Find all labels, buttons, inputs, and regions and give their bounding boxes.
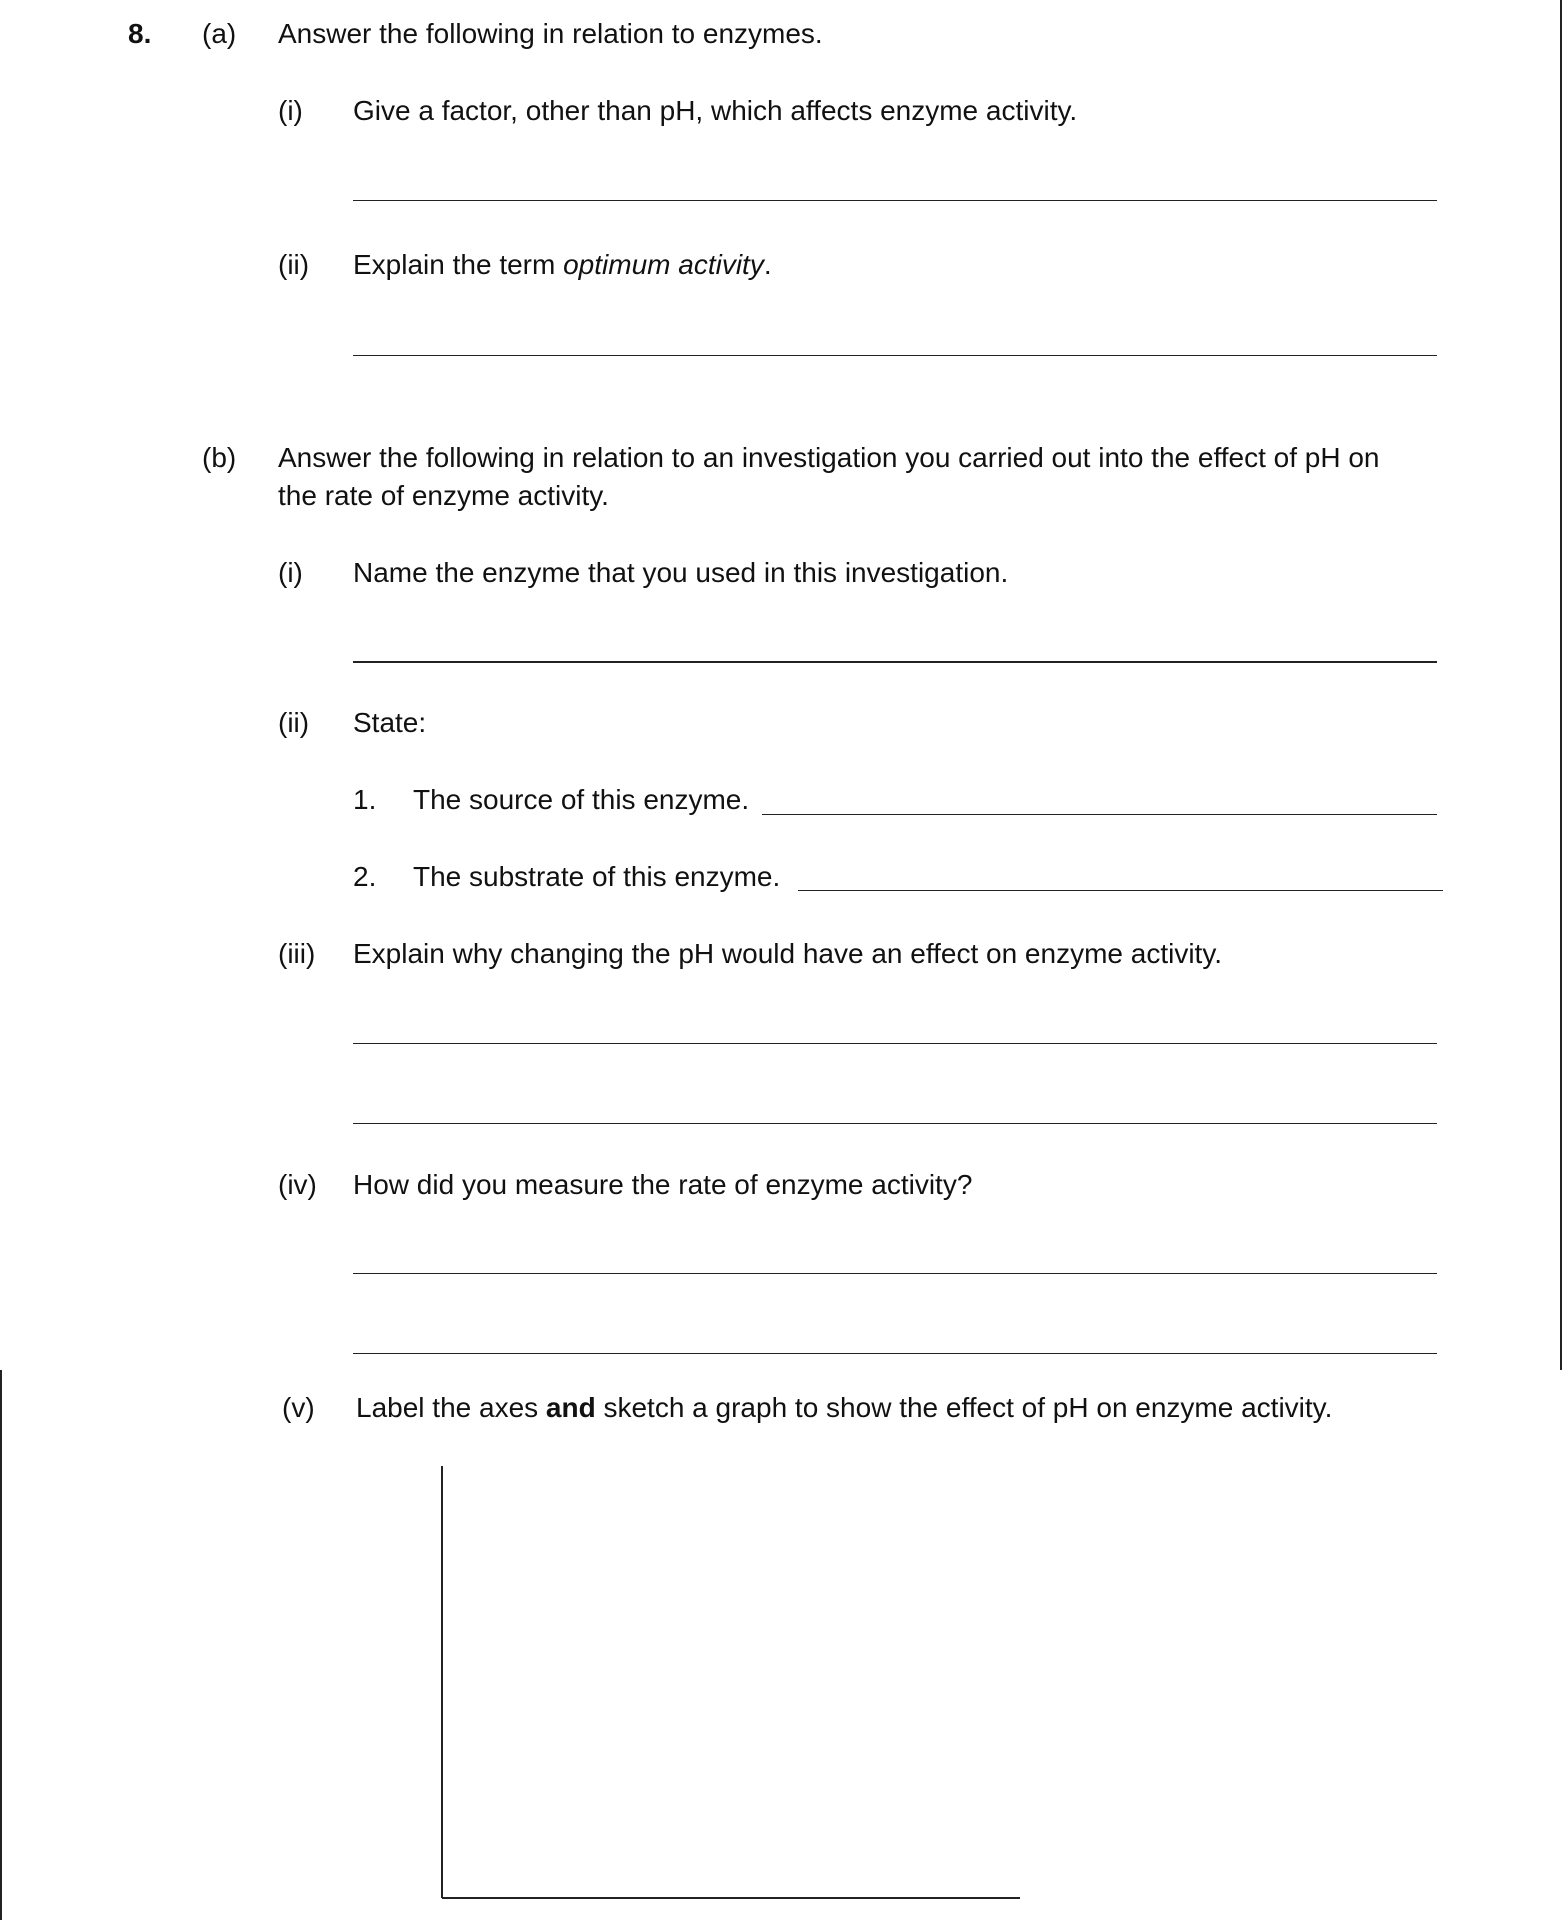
- part-b-ii-item2-text: The substrate of this enzyme.: [413, 861, 781, 892]
- part-a-ii-text-start: Explain the term: [353, 249, 564, 280]
- part-b-v-text-end: sketch a graph to show the effect of pH on enzyme activity.: [595, 1392, 1333, 1423]
- part-b-iii-text: Explain why changing the pH would have an effect on enzyme activity.: [353, 938, 1223, 969]
- answer-line-b-ii-source[interactable]: [762, 814, 1437, 815]
- part-b-label: (b): [202, 442, 237, 473]
- part-b-v-bold-word: and: [545, 1392, 596, 1423]
- part-a-ii-text-end: .: [763, 249, 772, 280]
- part-b-ii-text: State:: [353, 707, 427, 738]
- part-b-v-text-start: Label the axes: [356, 1392, 546, 1423]
- part-b-v-label: (v): [282, 1392, 315, 1423]
- part-b-i-label: (i): [278, 557, 303, 588]
- blank-graph-axes[interactable]: [430, 1460, 1030, 1910]
- answer-line-b-iii-1[interactable]: [353, 1043, 1437, 1044]
- answer-line-a-i[interactable]: [353, 200, 1437, 201]
- part-a-label: (a): [202, 18, 237, 49]
- part-b-iv-text: How did you measure the rate of enzyme activity?: [353, 1169, 973, 1200]
- part-a-prompt: Answer the following in relation to enzymes.: [278, 18, 823, 49]
- part-b-ii-item1-text: The source of this enzyme.: [413, 784, 750, 815]
- page-border-left: [0, 1370, 2, 1920]
- part-a-i-label: (i): [278, 95, 303, 126]
- answer-line-b-iv-1[interactable]: [353, 1273, 1437, 1274]
- question-number: 8.: [128, 18, 152, 49]
- part-b-i-text: Name the enzyme that you used in this investigation.: [353, 557, 1009, 588]
- answer-line-b-iv-2[interactable]: [353, 1353, 1437, 1354]
- part-b-ii-item2-number: 2.: [353, 861, 377, 892]
- part-b-iv-label: (iv): [278, 1169, 317, 1200]
- page-border-right: [1560, 0, 1562, 1370]
- answer-line-b-i[interactable]: [353, 661, 1437, 663]
- part-a-i-text: Give a factor, other than pH, which affects enzyme activity.: [353, 95, 1078, 126]
- part-b-prompt-line2: the rate of enzyme activity.: [278, 480, 609, 511]
- part-a-ii-text: [353, 248, 772, 282]
- part-b-prompt-line1: Answer the following in relation to an investigation you carried out into the effect of pH on: [278, 442, 1380, 473]
- answer-line-b-iii-2[interactable]: [353, 1123, 1437, 1124]
- part-a-ii-label: (ii): [278, 249, 310, 280]
- part-b-v-text: [356, 1391, 1332, 1425]
- part-b-iii-label: (iii): [278, 938, 316, 969]
- optimum-activity-term: optimum activity: [563, 249, 764, 280]
- answer-line-b-ii-substrate[interactable]: [798, 890, 1443, 891]
- answer-line-a-ii[interactable]: [353, 355, 1437, 356]
- part-b-ii-item1-number: 1.: [353, 784, 377, 815]
- part-b-ii-label: (ii): [278, 707, 310, 738]
